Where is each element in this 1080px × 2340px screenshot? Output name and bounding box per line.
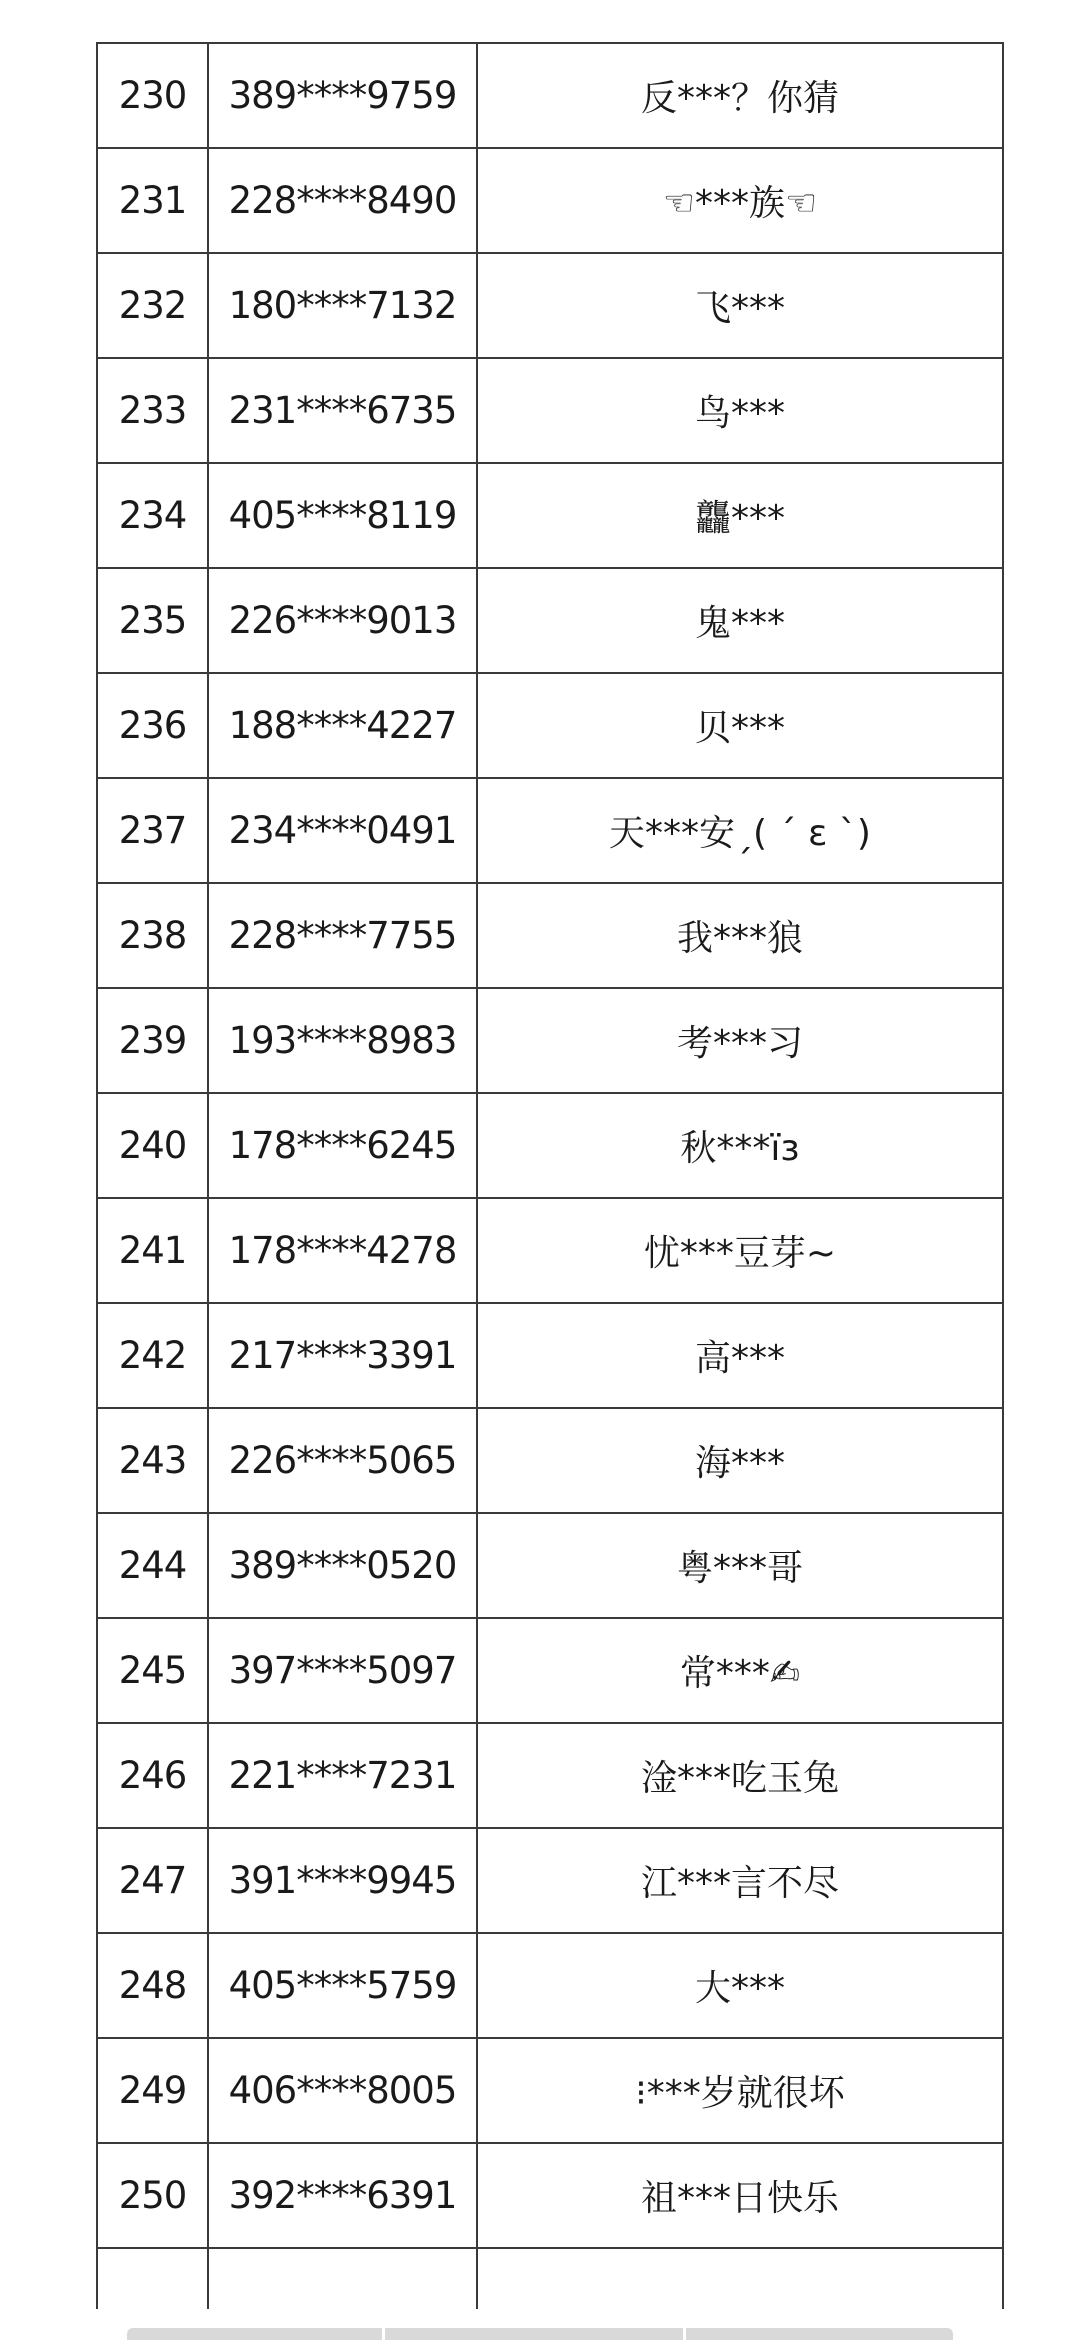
masked-id-cell: 231****6735: [208, 358, 477, 463]
empty-cell: [477, 2248, 1003, 2309]
empty-cell: [208, 2248, 477, 2309]
masked-id-cell: 405****8119: [208, 463, 477, 568]
row-index-cell: 232: [97, 253, 208, 358]
table-row: [97, 1198, 1003, 1303]
table-row-partial: [97, 2248, 1003, 2309]
masked-nickname-cell: 飞***: [477, 253, 1003, 358]
masked-id-cell: 397****5097: [208, 1618, 477, 1723]
masked-nickname-cell: ⁝***岁就很坏: [477, 2038, 1003, 2143]
row-index-cell: 242: [97, 1303, 208, 1408]
row-index-cell: 243: [97, 1408, 208, 1513]
masked-nickname-cell: ☜***族☜: [477, 148, 1003, 253]
table-row: [97, 1303, 1003, 1408]
row-index-cell: 240: [97, 1093, 208, 1198]
masked-id-cell: 178****6245: [208, 1093, 477, 1198]
table-row: [97, 883, 1003, 988]
table-row: [97, 673, 1003, 778]
masked-nickname-cell: 贝***: [477, 673, 1003, 778]
masked-nickname-cell: 考***习: [477, 988, 1003, 1093]
row-index-cell: 233: [97, 358, 208, 463]
scrollbar-divider: [382, 2328, 385, 2340]
table-row: [97, 1513, 1003, 1618]
masked-nickname-cell: 鸟***: [477, 358, 1003, 463]
table-row: [97, 1408, 1003, 1513]
row-index-cell: 235: [97, 568, 208, 673]
masked-id-cell: 188****4227: [208, 673, 477, 778]
masked-id-cell: 234****0491: [208, 778, 477, 883]
row-index-cell: 248: [97, 1933, 208, 2038]
row-index-cell: 237: [97, 778, 208, 883]
masked-id-cell: 389****0520: [208, 1513, 477, 1618]
masked-id-cell: 392****6391: [208, 2143, 477, 2248]
masked-nickname-cell: 龘***: [477, 463, 1003, 568]
table-row: [97, 2143, 1003, 2248]
masked-id-cell: 226****9013: [208, 568, 477, 673]
masked-id-cell: 193****8983: [208, 988, 477, 1093]
table-row: [97, 358, 1003, 463]
table-row: [97, 2038, 1003, 2143]
horizontal-scrollbar[interactable]: [127, 2328, 953, 2340]
masked-nickname-cell: 反***？你猜: [477, 43, 1003, 148]
masked-nickname-cell: 大***: [477, 1933, 1003, 2038]
row-index-cell: 244: [97, 1513, 208, 1618]
masked-id-cell: 221****7231: [208, 1723, 477, 1828]
masked-id-cell: 389****9759: [208, 43, 477, 148]
masked-nickname-cell: 我***狼: [477, 883, 1003, 988]
table-row: [97, 43, 1003, 148]
row-index-cell: 247: [97, 1828, 208, 1933]
masked-id-cell: 391****9945: [208, 1828, 477, 1933]
table-row: [97, 253, 1003, 358]
table-row: [97, 568, 1003, 673]
table-body: [97, 43, 1003, 2309]
masked-nickname-cell: 常***✍: [477, 1618, 1003, 1723]
row-index-cell: 249: [97, 2038, 208, 2143]
row-index-cell: 239: [97, 988, 208, 1093]
winner-list-table: [96, 42, 1004, 2309]
row-index-cell: 238: [97, 883, 208, 988]
masked-id-cell: 217****3391: [208, 1303, 477, 1408]
table-row: [97, 1933, 1003, 2038]
empty-cell: [97, 2248, 208, 2309]
masked-id-cell: 226****5065: [208, 1408, 477, 1513]
winner-list-table-container: [96, 42, 1002, 2309]
masked-nickname-cell: 粤***哥: [477, 1513, 1003, 1618]
row-index-cell: 231: [97, 148, 208, 253]
table-row: [97, 1723, 1003, 1828]
masked-id-cell: 228****8490: [208, 148, 477, 253]
row-index-cell: 245: [97, 1618, 208, 1723]
row-index-cell: 230: [97, 43, 208, 148]
masked-nickname-cell: 忧***豆芽~: [477, 1198, 1003, 1303]
masked-nickname-cell: 天***安ˏ( ˊ ε ˋ): [477, 778, 1003, 883]
masked-id-cell: 228****7755: [208, 883, 477, 988]
masked-nickname-cell: 淦***吃玉兔: [477, 1723, 1003, 1828]
row-index-cell: 234: [97, 463, 208, 568]
masked-nickname-cell: 高***: [477, 1303, 1003, 1408]
table-row: [97, 988, 1003, 1093]
masked-id-cell: 180****7132: [208, 253, 477, 358]
table-row: [97, 778, 1003, 883]
table-row: [97, 1618, 1003, 1723]
masked-id-cell: 406****8005: [208, 2038, 477, 2143]
masked-id-cell: 178****4278: [208, 1198, 477, 1303]
table-row: [97, 1828, 1003, 1933]
scrollbar-divider: [683, 2328, 686, 2340]
table-row: [97, 148, 1003, 253]
masked-nickname-cell: 秋***ïз: [477, 1093, 1003, 1198]
row-index-cell: 250: [97, 2143, 208, 2248]
row-index-cell: 246: [97, 1723, 208, 1828]
table-row: [97, 1093, 1003, 1198]
masked-nickname-cell: 江***言不尽: [477, 1828, 1003, 1933]
masked-id-cell: 405****5759: [208, 1933, 477, 2038]
masked-nickname-cell: 祖***日快乐: [477, 2143, 1003, 2248]
row-index-cell: 241: [97, 1198, 208, 1303]
table-row: [97, 463, 1003, 568]
row-index-cell: 236: [97, 673, 208, 778]
masked-nickname-cell: 鬼***: [477, 568, 1003, 673]
masked-nickname-cell: 海***: [477, 1408, 1003, 1513]
